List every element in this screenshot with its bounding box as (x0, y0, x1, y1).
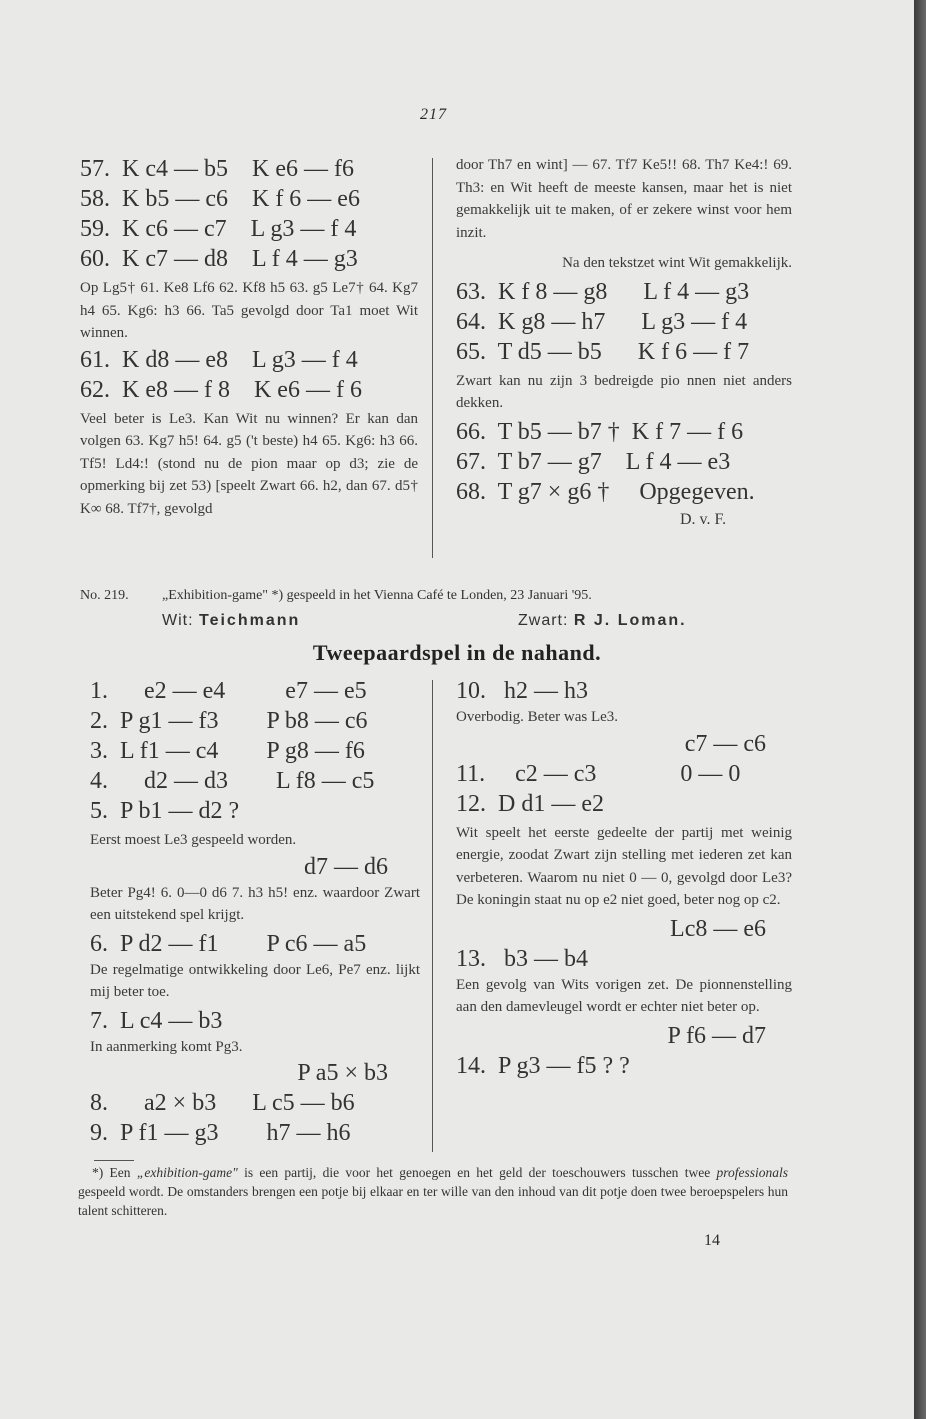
black-label: Zwart: (518, 612, 569, 629)
column-divider (432, 158, 433, 558)
black-move: P a5 × b3 (297, 1060, 388, 1086)
footnote-rule (94, 1160, 134, 1161)
move-line: 8. a2 × b3 L c5 — b6 (90, 1090, 355, 1116)
footnote-text: gespeeld wordt. De omstanders brengen een potje bij elkaar en ter wille van den inhoud van dit potje doen twee beroepspelers hun talent schitteren. (78, 1184, 788, 1218)
move-line: 61. K d8 — e8 L g3 — f 4 (80, 346, 358, 373)
move-line: 2. P g1 — f3 P b8 — c6 (90, 708, 368, 734)
footnote-marker: *) Een (92, 1165, 131, 1180)
move-line: 67. T b7 — g7 L f 4 — e3 (456, 448, 731, 475)
black-move: c7 — c6 (684, 730, 766, 757)
annotation: Op Lg5† 61. Ke8 Lf6 62. Kf8 h5 63. g5 Le7† 64. Kg7 h4 65. Kg6: h3 66. Ta5 gevolgd door Ta1 moet Wit winnen. (80, 280, 418, 341)
footnote-emphasis: „exhibition-game" (136, 1165, 238, 1180)
move-list (90, 1006, 420, 1036)
move-list (456, 417, 792, 507)
move-line: 5. P b1 — d2 ? (90, 798, 240, 824)
move-list (456, 944, 792, 974)
page-number: 217 (420, 106, 447, 123)
move-line: 9. P f1 — g3 h7 — h6 (90, 1120, 351, 1146)
move-line: 63. K f 8 — g8 L f 4 — g3 (456, 278, 750, 305)
annotation: In aanmerking komt Pg3. (90, 1038, 243, 1055)
black-move: d7 — d6 (304, 853, 388, 880)
annotation: Beter Pg4! 6. 0—0 d6 7. h3 h5! enz. waardoor Zwart een uitstekend spel krijgt. (90, 884, 420, 923)
move-list (90, 929, 420, 959)
page-edge-shadow (914, 0, 926, 1419)
move-line: 59. K c6 — c7 L g3 — f 4 (80, 216, 357, 242)
annotation: Overbodig. Beter was Le3. (456, 709, 619, 725)
black-name: R J. Loman. (573, 612, 687, 629)
move-line: 14. P g3 — f5 ? ? (456, 1052, 630, 1079)
black-player (518, 612, 687, 630)
move-line: 4. d2 — d3 L f8 — c5 (90, 768, 375, 794)
footnote-emphasis: professionals (716, 1165, 789, 1180)
move-line: 57. K c4 — b5 K e6 — f6 (80, 156, 354, 182)
move-line: 6. P d2 — f1 P c6 — a5 (90, 930, 367, 957)
right-bottom-column (456, 676, 792, 1081)
move-line: 68. T g7 × g6 † Opgegeven. (456, 478, 755, 505)
signature: D. v. F. (680, 510, 727, 528)
black-move: P f6 — d7 (667, 1022, 766, 1049)
move-line: 60. K c7 — d8 L f 4 — g3 (80, 246, 358, 272)
move-line: 64. K g8 — h7 L g3 — f 4 (456, 308, 748, 335)
footnote (78, 1163, 788, 1220)
annotation: Zwart kan nu zijn 3 bedreigde pio nnen niet anders dekken. (456, 372, 792, 411)
white-label: Wit: (162, 612, 194, 629)
game-number: No. 219. (80, 588, 129, 603)
left-top-column (80, 148, 418, 520)
move-line: 11. c2 — c3 0 — 0 (456, 760, 741, 787)
annotation: door Th7 en wint] — 67. Tf7 Ke5!! 68. Th7 Ke4:! 69. Th3: en Wit heeft de meeste kansen, maar het is niet gemakkelijk uit te maken, of er zekere winst voor hem inzit. (456, 157, 792, 241)
opening-title: Tweepaardspel in de nahand. (312, 640, 602, 665)
move-list (90, 1088, 420, 1148)
move-list (90, 676, 420, 826)
move-line: 65. T d5 — b5 K f 6 — f 7 (456, 338, 750, 365)
move-list (456, 676, 792, 706)
white-name: Teichmann (199, 612, 301, 629)
annotation: Na den tekstzet wint Wit gemakkelijk. (562, 255, 792, 271)
black-move: Lc8 — e6 (670, 915, 766, 942)
move-line: 7. L c4 — b3 (90, 1007, 223, 1034)
move-line: 62. K e8 — f 8 K e6 — f 6 (80, 376, 362, 403)
left-bottom-column (90, 676, 420, 1148)
white-player (162, 612, 300, 630)
column-divider (432, 680, 433, 1152)
move-list (456, 277, 792, 367)
game-description: „Exhibition-game" *) gespeeld in het Vienna Café te Londen, 23 Januari '95. (162, 588, 592, 603)
move-line: 3. L f1 — c4 P g8 — f6 (90, 738, 365, 764)
move-line: 13. b3 — b4 (456, 945, 588, 972)
move-line: 58. K b5 — c6 K f 6 — e6 (80, 186, 360, 212)
move-list (80, 154, 418, 274)
move-line: 10. h2 — h3 (456, 678, 588, 704)
annotation: Veel beter is Le3. Kan Wit nu winnen? Er kan dan volgen 63. Kg7 h5! 64. g5 ('t beste) h4 65. Kg6: h3 66. Tf5! Ld4:! (stond nu de pion maar op d3; zie de opmerking bij zet 53) [speelt Zwart 66. h2, dan 67. d5† K∞ 68. Tf7†, gevolgd (80, 410, 418, 517)
annotation: Eerst moest Le3 gespeeld worden. (90, 832, 297, 848)
annotation: Een gevolg van Wits vorigen zet. De pionnenstelling aan den damevleugel wordt er echter niet beter op. (456, 976, 792, 1015)
signature-mark: 14 (704, 1232, 720, 1249)
move-line: 12. D d1 — e2 (456, 790, 604, 817)
annotation: De regelmatige ontwikkeling door Le6, Pe7 enz. lijkt mij beter toe. (90, 961, 420, 1000)
right-top-column (456, 154, 792, 531)
annotation: Wit speelt het eerste gedeelte der partij met weinig energie, zoodat Zwart zijn stelling met iederen zet kan verbeteren. Waarom nu niet 0 — 0, gevolgd door Le3? De koningin staat nu op e2 niet goed, beter nog op c2. (456, 824, 792, 908)
move-line: 1. e2 — e4 e7 — e5 (90, 678, 367, 704)
move-list (80, 345, 418, 405)
move-list (456, 1051, 792, 1081)
move-list (456, 759, 792, 819)
footnote-text: is een partij, die voor het genoegen en het geld der toeschouwers tusschen twee (244, 1165, 711, 1180)
move-line: 66. T b5 — b7 † K f 7 — f 6 (456, 418, 744, 445)
